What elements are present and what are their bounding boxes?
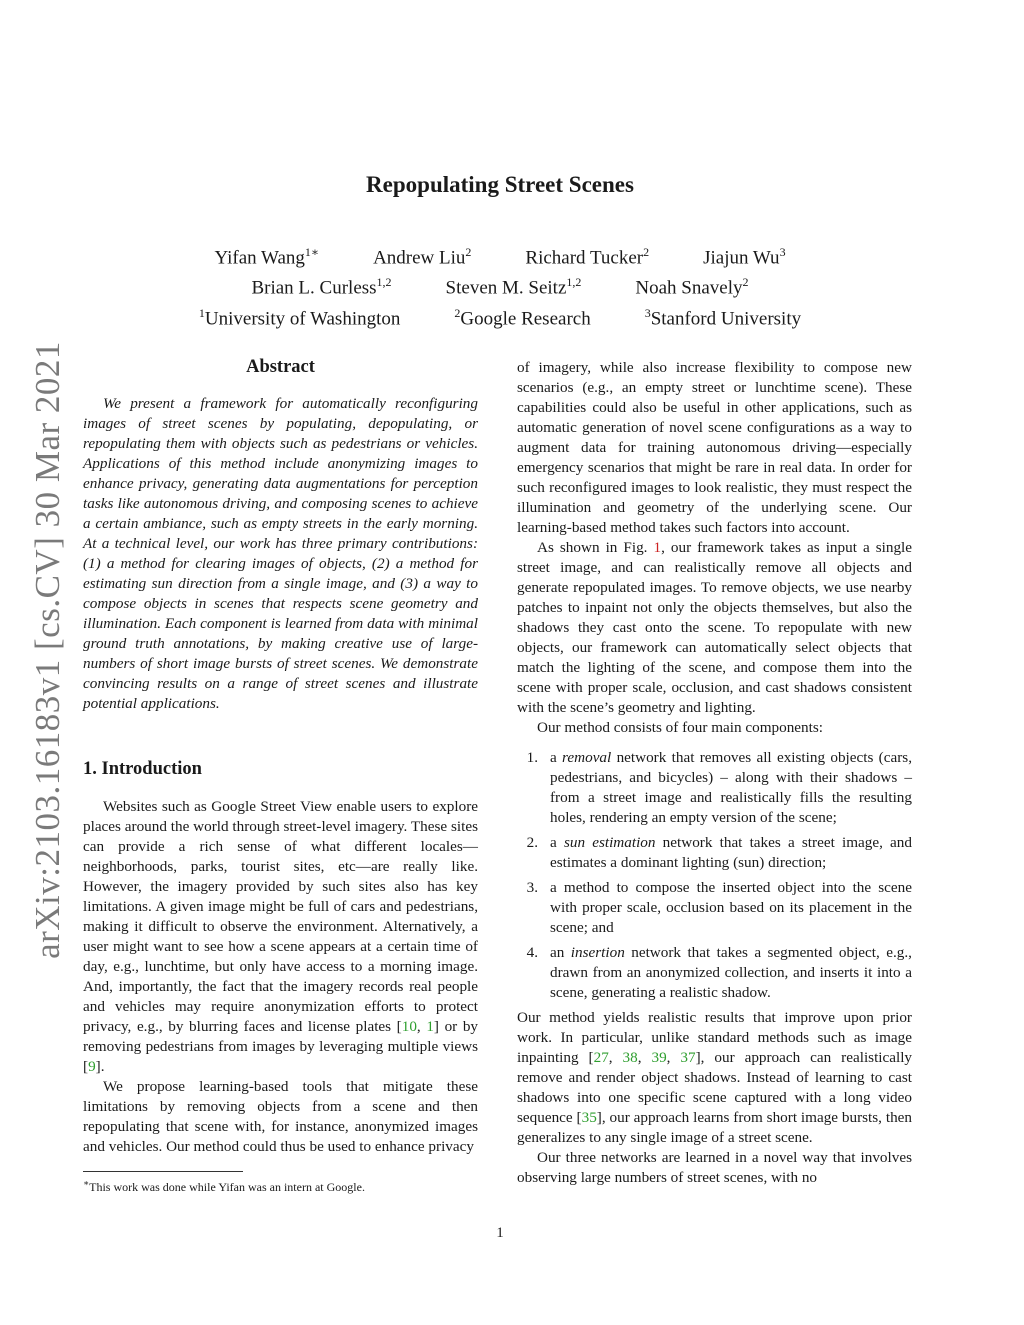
author-row-2 xyxy=(0,270,1000,300)
author: Brian L. Curless$^{1,2}$ xyxy=(251,275,392,299)
citation-link[interactable]: 27 xyxy=(593,1049,609,1066)
arxiv-stamp xyxy=(20,341,76,959)
right-paragraph-2: As shown in Fig. 1, our framework takes as input a single street image, and can realistically remove all objects and generate repopulated images. To remove objects, we use nearby patches to inpaint not only the objects themselves, but also the shadows they cast onto the scene. To repopulate with new objects, our framework can automatically select objects that match the lighting of the scene, and compose them into the scene with proper scale, occlusion, and cast shadows consistent with the scene’s geometry and lighting. xyxy=(517,539,912,716)
right-paragraph-5: Our three networks are learned in a novel way that involves observing large numbers of street scenes, with no xyxy=(517,1149,912,1186)
affiliation: $^3$Stanford University xyxy=(644,305,802,329)
affiliation-row xyxy=(0,301,1000,331)
paper-title: Repopulating Street Scenes xyxy=(366,172,634,197)
citation-link[interactable]: 10 xyxy=(401,1018,417,1035)
abstract-heading: Abstract xyxy=(246,357,315,377)
affiliation: $^2$Google Research xyxy=(454,305,591,329)
right-paragraph-1: of imagery, while also increase flexibility to compose new scenarios (e.g., an empty street or lunchtime scene). These capabilities could also be useful in other applications, such as automatic generation of novel scene configurations as a way to augment data for training autonomous driving—especially emergency scenarios that might be rare in real data. In order for such reconfigured images to look realistic, they must respect the illumination and geometry of the underlying scene. Our learning-based method takes such factors into account. xyxy=(517,359,912,536)
citation-link[interactable]: 38 xyxy=(622,1049,638,1066)
citation-link[interactable]: 1 xyxy=(426,1018,434,1035)
affiliation: $^1$University of Washington xyxy=(198,305,401,329)
list-item: 1. a removal network that removes all existing objects (cars, pedestrians, and bicycles) – along with their shadows – from a street image and realistically fills the resulting holes, rendering an empty version of the scene; xyxy=(526,749,912,826)
section-heading-introduction: 1. Introduction xyxy=(83,759,202,779)
citation-link[interactable]: 35 xyxy=(581,1109,597,1126)
author-row-1 xyxy=(0,240,1000,270)
intro-paragraph-1: Websites such as Google Street View enable users to explore places around the world through street-level imagery. These sites can provide a rich sense of what different locales—neighborhoods, parks, tourist sites, etc—are really like. However, the imagery provided by such sites also has key limitations. A given image might be full of cars and pedestrians, making it difficult to observe the environment. Alternatively, a user might want to see how a scene appears at a certain time of day, e.g., lunchtime, but only have access to a morning image. And, importantly, the fact that the imagery records real people and vehicles may require anonymization efforts to protect privacy, e.g., by blurring faces and license plates [10, 1] or by removing pedestrians from images by leveraging multiple views [9]. xyxy=(83,798,479,1075)
footnote: ∗This work was done while Yifan was an intern at Google. xyxy=(83,1178,365,1194)
author: Steven M. Seitz$^{1,2}$ xyxy=(445,275,582,299)
arxiv-stamp-text: arXiv:2103.16183v1 [cs.CV] 30 Mar 2021 xyxy=(28,341,67,959)
author: Richard Tucker$^2$ xyxy=(525,245,650,269)
components-intro: Our method consists of four main components: xyxy=(537,719,823,736)
intro-paragraph-2: We propose learning-based tools that mitigate these limitations by removing objects from a scene and then repopulating that scene with, for instance, anonymized images and vehicles. Our method could thus be used to enhance privacy xyxy=(83,1078,478,1155)
author: Jiajun Wu$^3$ xyxy=(703,245,786,269)
list-item: 4. an insertion network that takes a segmented object, e.g., drawn from an anonymized collection, and inserts it into a scene, generating a realistic shadow. xyxy=(526,944,912,1001)
figure-link[interactable]: 1 xyxy=(653,539,662,556)
author: Andrew Liu$^2$ xyxy=(373,245,472,269)
author: Yifan Wang$^{1∗}$ xyxy=(214,245,320,269)
page-number: 1 xyxy=(496,1225,504,1241)
left-column xyxy=(83,355,478,1157)
citation-link[interactable]: 37 xyxy=(680,1049,696,1066)
footnote-rule xyxy=(83,1171,243,1172)
citation-link[interactable]: 39 xyxy=(651,1049,667,1066)
components-list xyxy=(517,748,912,1003)
abstract-text: We present a framework for automatically reconfiguring images of street scenes by populating, depopulating, or repopulating them with objects such as pedestrians or vehicles. Applications of this method include anonymizing images to enhance privacy, generating data augmentations for perception tasks like autonomous driving, and composing scenes to achieve a certain ambiance, such as empty streets in the early morning. At a technical level, our work has three primary contributions: (1) a method for clearing images of objects, (2) a method for estimating sun direction from a single image, and (3) a way to compose objects in scenes that respects scene geometry and illumination. Each component is learned from data with minimal ground truth annotations, by making creative use of large-numbers of short image bursts of street scenes. We demonstrate convincing results on a range of street scenes and illustrate potential applications. xyxy=(83,395,478,712)
right-paragraph-4: Our method yields realistic results that improve upon prior work. In particular, unlike standard methods such as image inpainting [27, 38, 39, 37], our approach can realistically remove and render object shadows. Instead of learning to cast shadows into one specific scene captured with a long video sequence [35], our approach learns from short image bursts, then generalizes to any single image of a street scene. xyxy=(517,1009,913,1146)
right-column xyxy=(517,358,912,1188)
author-block xyxy=(0,240,1000,331)
list-item: 2. a sun estimation network that takes a street image, and estimates a dominant lighting (sun) direction; xyxy=(526,834,912,871)
citation-link[interactable]: 9 xyxy=(88,1058,96,1075)
list-item: 3. a method to compose the inserted object into the scene with proper scale, occlusion based on its placement in the scene; and xyxy=(526,879,912,936)
author: Noah Snavely$^2$ xyxy=(635,275,749,299)
